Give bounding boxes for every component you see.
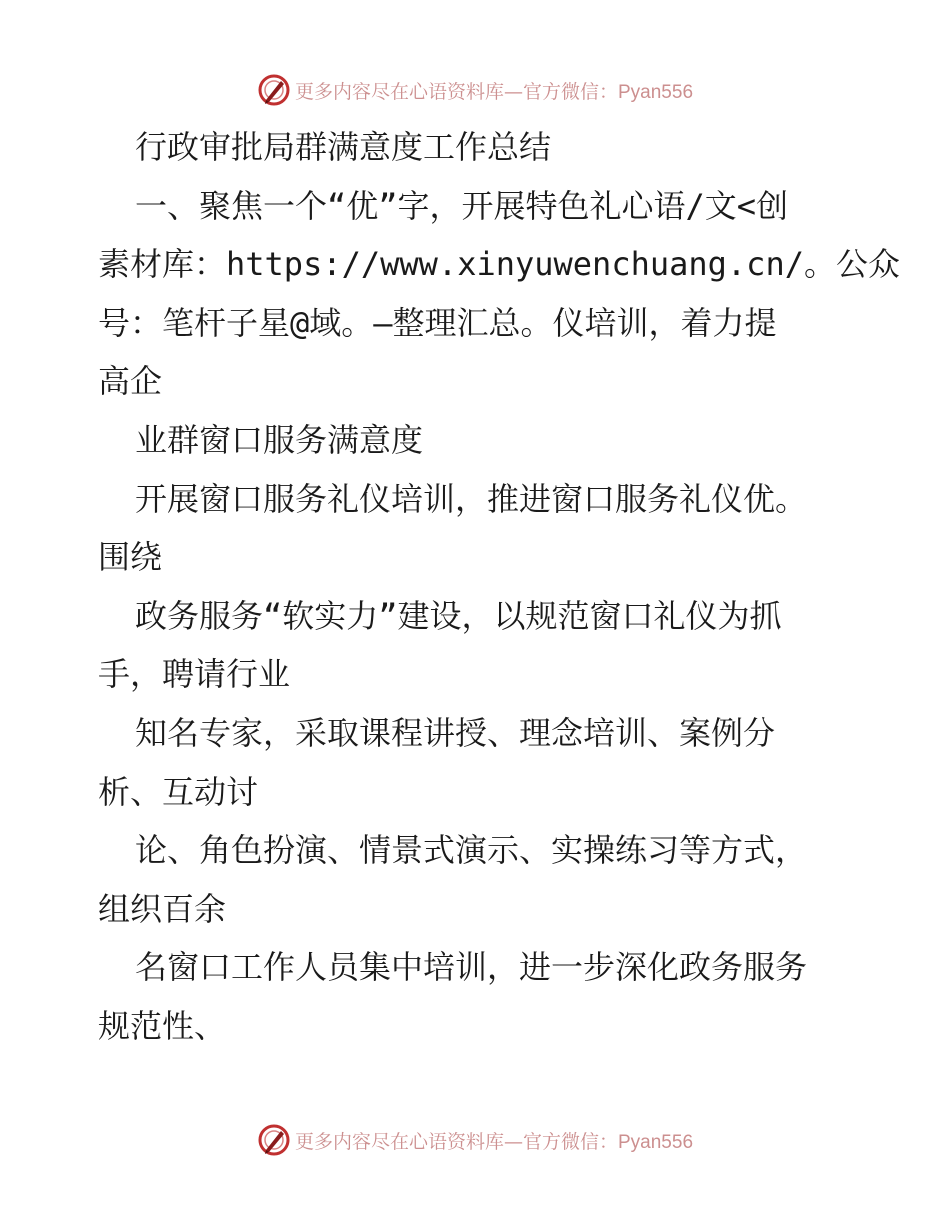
header-site-text: 更多内容尽在心语资料库 <box>294 80 504 103</box>
footer-banner <box>0 1120 950 1160</box>
document-line: 围绕 <box>98 538 163 577</box>
header-banner-inner <box>257 73 693 107</box>
document-line: 组织百余 <box>98 889 227 928</box>
header-wechat-id: Pyan556 <box>618 81 694 103</box>
footer-banner-text <box>295 1127 693 1154</box>
header-banner <box>0 70 950 110</box>
header-banner-text <box>295 77 693 104</box>
document-line: 高企 <box>98 362 163 401</box>
document-line: 知名专家，采取课程讲授、理念培训、案例分 <box>135 713 776 752</box>
document-line: 业群窗口服务满意度 <box>135 420 424 459</box>
document-line: 论、角色扮演、情景式演示、实操练习等方式， <box>135 831 808 870</box>
footer-site-text: 更多内容尽在心语资料库 <box>294 1130 504 1153</box>
document-line: 一、聚焦一个“优”字，开展特色礼心语/文<创 <box>135 186 789 225</box>
footer-banner-inner <box>257 1123 693 1157</box>
header-wechat-label: 官方微信： <box>522 80 618 103</box>
document-line: 号：笔杆子星@域。—整理汇总。仪培训，着力提 <box>98 303 777 342</box>
document-line: 行政审批局群满意度工作总结 <box>135 128 552 166</box>
document-line: 规范性、 <box>98 1006 227 1045</box>
footer-wechat-id: Pyan556 <box>618 1131 694 1153</box>
quill-pen-logo-icon <box>257 73 291 107</box>
document-line: 名窗口工作人员集中培训，进一步深化政务服务 <box>135 948 808 987</box>
document-line: 开展窗口服务礼仪培训，推进窗口服务礼仪优。 <box>135 479 808 518</box>
footer-separator: — <box>503 1130 523 1153</box>
document-body <box>98 118 900 1056</box>
footer-wechat-label: 官方微信： <box>522 1130 618 1153</box>
document-line: 析、互动讨 <box>98 772 259 811</box>
quill-pen-logo-icon <box>257 1123 291 1157</box>
document-line: 手，聘请行业 <box>98 655 291 694</box>
document-line: 素材库：https://www.xinyuwenchuang.cn/。公众 <box>98 245 900 284</box>
document-line: 政务服务“软实力”建设，以规范窗口礼仪为抓 <box>135 596 782 635</box>
header-separator: — <box>503 80 523 103</box>
